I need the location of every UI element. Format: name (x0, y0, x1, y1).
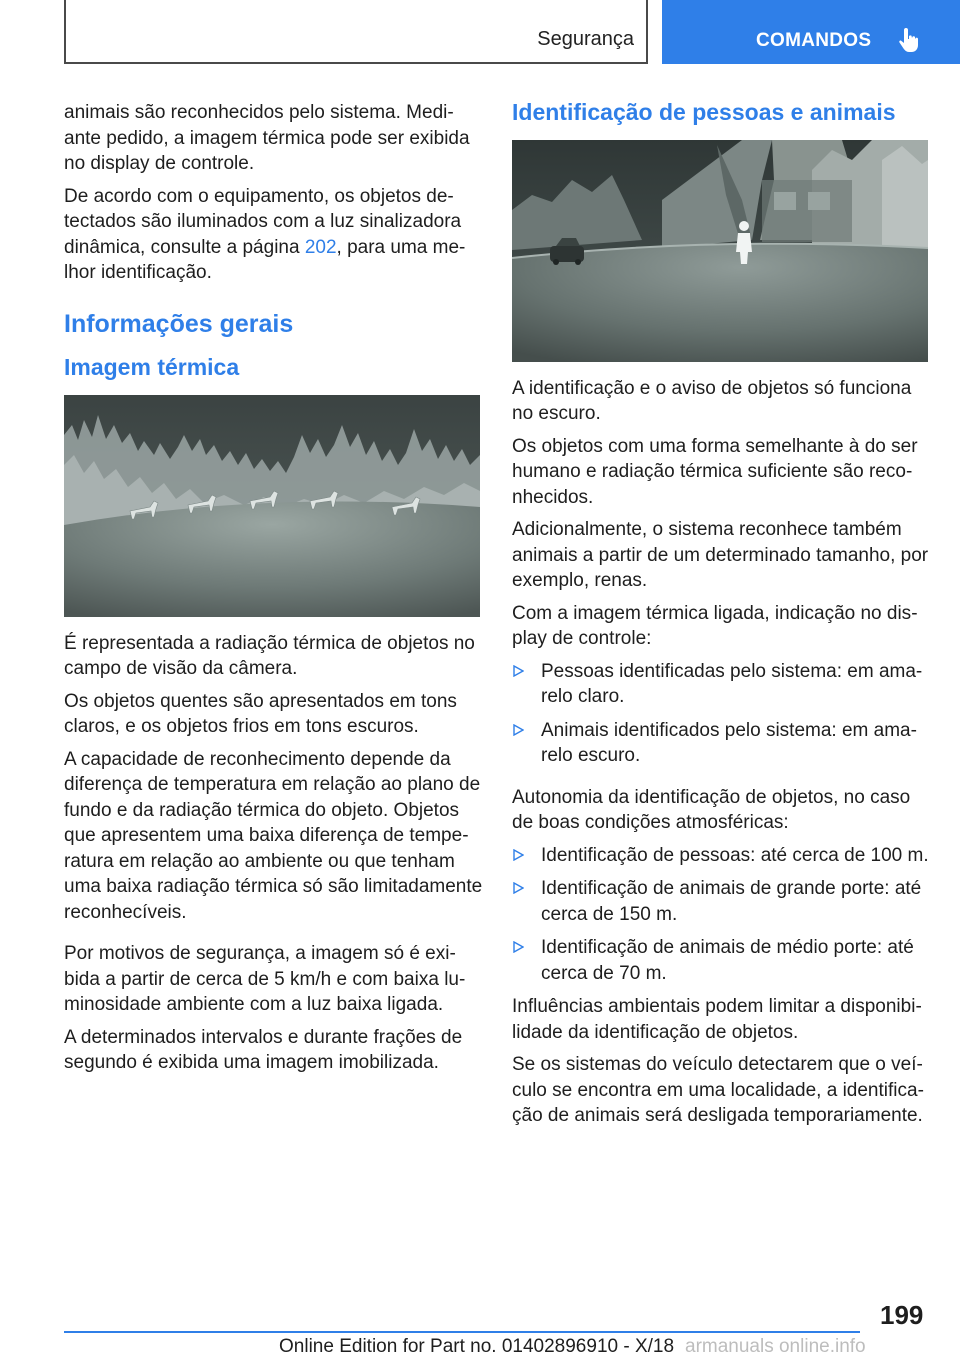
paragraph: A identificação e o aviso de objetos só funciona no escuro. (512, 377, 912, 424)
paragraph: animais são reconhecidos pelo sistema. Mediante pedido, a imagem térmica pode ser exibida no display de controle. (64, 102, 470, 174)
heading-identificacao-pessoas-animais: Identificação de pessoas e animais (512, 99, 896, 125)
header-chapter-title: COMANDOS (756, 30, 872, 51)
list-item (512, 718, 932, 769)
triangle-bullet-icon (512, 724, 524, 736)
footer-edition: Online Edition for Part no. 01402896910 - X/18 (279, 1336, 675, 1357)
list-item-text: Identificação de animais de médio porte: até cerca de 70 m. (541, 937, 914, 984)
page-link-202[interactable]: 202 (304, 236, 337, 258)
footer-divider (64, 1331, 860, 1333)
triangle-bullet-icon (512, 941, 524, 953)
thermal-image-person-figure (512, 140, 928, 362)
list-item-text: Pessoas identificadas pelo sistema: em amarelo claro. (541, 660, 923, 707)
hand-pointer-icon (898, 26, 924, 54)
list-item (512, 659, 932, 710)
paragraph: Se os sistemas do veículo detectarem que o veículo se encontra em uma localidade, a identificação de animais será desligada temporariamente. (512, 1054, 924, 1126)
header-chapter-tab[interactable] (662, 0, 960, 64)
watermark: armanuals online.info (685, 1336, 866, 1357)
header-section-title: Segurança (537, 28, 634, 50)
paragraph: A determinados intervalos e durante frações de segundo é exibida uma imagem imobilizada. (64, 1026, 463, 1073)
paragraph-text: , para uma melhor identificação. (64, 236, 466, 283)
triangle-bullet-icon (512, 882, 524, 894)
triangle-bullet-icon (512, 665, 524, 677)
paragraph: Os objetos com uma forma semelhante à do ser humano e radiação térmica suficiente são reconhecidos. (512, 435, 918, 508)
right-column (512, 100, 932, 1136)
paragraph: A capacidade de reconhecimento depende da diferença de temperatura em relação ao plano de fundo e da radiação térmica do objeto. Objetos que apresentem uma baixa diferença de temperatura em relação ao ambiente ou que tenham uma baixa radiação térmica só são limitadamente reconhecíveis. (64, 748, 483, 923)
paragraph-text: De acordo com o equipamento, os objetos detectados são iluminados com a luz sinalizadora dinâmica, consulte a página (64, 185, 462, 258)
list-item (512, 876, 932, 927)
thermal-image-animals-figure (64, 395, 480, 617)
display-indication-list (512, 659, 932, 769)
left-column (64, 100, 484, 1083)
triangle-bullet-icon (512, 849, 524, 861)
list-item (512, 935, 932, 986)
page-number: 199 (880, 1300, 924, 1330)
paragraph: Com a imagem térmica ligada, indicação no display de controle: (512, 602, 918, 649)
paragraph: Influências ambientais podem limitar a disponibilidade da identificação de objetos. (512, 996, 922, 1043)
list-item-text: Animais identificados pelo sistema: em amarelo escuro. (541, 719, 917, 766)
range-list (512, 843, 932, 987)
list-item (512, 843, 932, 869)
paragraph: Adicionalmente, o sistema reconhece também animais a partir de um determinado tamanho, por exemplo, renas. (512, 519, 929, 591)
header-section-box (64, 0, 648, 64)
paragraph (64, 184, 484, 286)
paragraph: É representada a radiação térmica de objetos no campo de visão da câmera. (64, 632, 475, 679)
paragraph: Os objetos quentes são apresentados em tons claros, e os objetos frios em tons escuros. (64, 690, 457, 737)
paragraph: Autonomia da identificação de objetos, no caso de boas condições atmosféricas: (512, 786, 911, 833)
list-item-text: Identificação de pessoas: até cerca de 100 m. (541, 844, 929, 866)
heading-imagem-termica: Imagem térmica (64, 354, 240, 380)
paragraph: Por motivos de segurança, a imagem só é exibida a partir de cerca de 5 km/h e com baixa luminosidade ambiente com a luz baixa ligada. (64, 943, 466, 1015)
heading-informacoes-gerais: Informações gerais (64, 309, 294, 338)
list-item-text: Identificação de animais de grande porte: até cerca de 150 m. (541, 878, 922, 925)
